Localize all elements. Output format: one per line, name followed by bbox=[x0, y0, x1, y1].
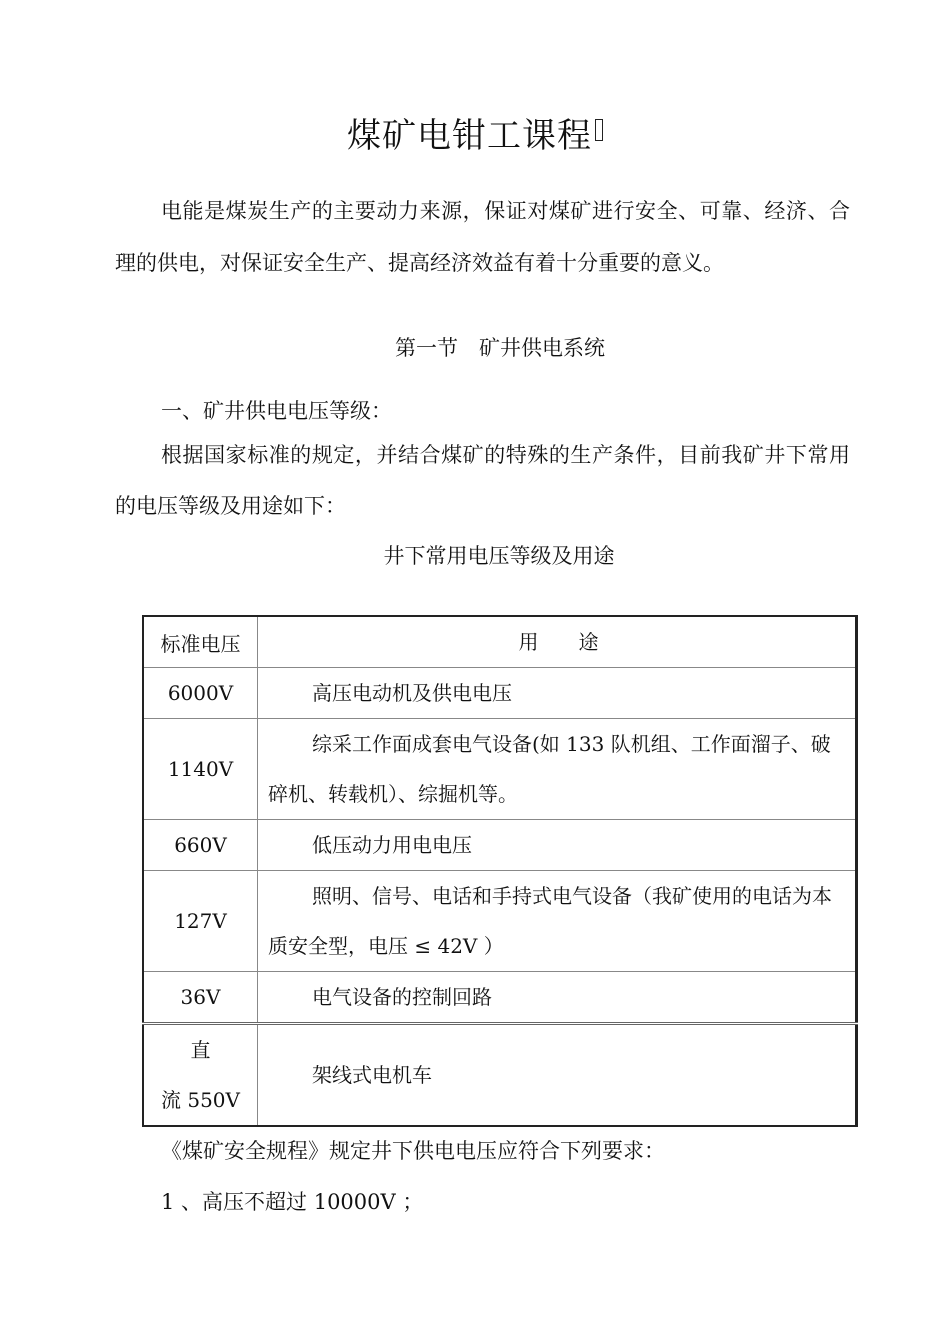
voltage-cell: 6000V bbox=[143, 668, 258, 719]
use-cell bbox=[258, 972, 857, 1024]
voltage-table bbox=[142, 615, 858, 1127]
missing-glyph-icon bbox=[595, 119, 603, 141]
voltage-line-1: 直 bbox=[190, 1038, 211, 1062]
voltage-cell: 660V bbox=[143, 820, 258, 871]
table-header-row bbox=[143, 616, 857, 668]
intro-paragraph: 电能是煤炭生产的主要动力来源，保证对煤矿进行安全、可靠、经济、合理的供电，对保证安全生产、提高经济效益有着十分重要的意义。 bbox=[115, 199, 850, 275]
table-row bbox=[143, 820, 857, 871]
use-text: 低压动力用电电压 bbox=[312, 833, 472, 857]
use-text: 架线式电机车 bbox=[312, 1063, 432, 1087]
voltage-cell: 36V bbox=[143, 972, 258, 1024]
table-row bbox=[143, 668, 857, 719]
use-cell bbox=[258, 1024, 857, 1127]
table-caption: 井下常用电压等级及用途 bbox=[383, 544, 615, 568]
voltage-cell: 1140V bbox=[143, 719, 258, 820]
use-text: 高压电动机及供电电压 bbox=[312, 681, 512, 705]
standards-paragraph: 根据国家标准的规定，并结合煤矿的特殊的生产条件，目前我矿井下常用的电压等级及用途如下： bbox=[115, 443, 850, 518]
table-row bbox=[143, 719, 857, 820]
rule-intro: 《煤矿安全规程》规定井下供电电压应符合下列要求： bbox=[161, 1139, 665, 1163]
table-row bbox=[143, 871, 857, 972]
heading-voltage-levels: 一、矿井供电电压等级： bbox=[161, 399, 392, 423]
section-title: 第一节 矿井供电系统 bbox=[395, 336, 605, 360]
header-use: 用 途 bbox=[258, 616, 857, 668]
title-text: 煤矿电钳工课程 bbox=[347, 116, 592, 156]
document-title bbox=[0, 108, 950, 157]
table-row bbox=[143, 972, 857, 1024]
use-cell bbox=[258, 820, 857, 871]
voltage-line-2: 流 550V bbox=[161, 1088, 240, 1112]
voltage-cell: 127V bbox=[143, 871, 258, 972]
use-cell: 照明、信号、电话和手持式电气设备（我矿使用的电话为本质安全型，电压 ≤ 42V ） bbox=[258, 871, 857, 972]
table-row bbox=[143, 1024, 857, 1127]
voltage-cell bbox=[143, 1024, 258, 1127]
use-cell bbox=[258, 668, 857, 719]
use-cell: 综采工作面成套电气设备(如 133 队机组、工作面溜子、破碎机、转载机）、综掘机等。 bbox=[258, 719, 857, 820]
use-text: 电气设备的控制回路 bbox=[312, 985, 492, 1009]
header-voltage: 标准电压 bbox=[143, 616, 258, 668]
rule-item-1: 1 、高压不超过 10000V ； bbox=[161, 1190, 424, 1214]
